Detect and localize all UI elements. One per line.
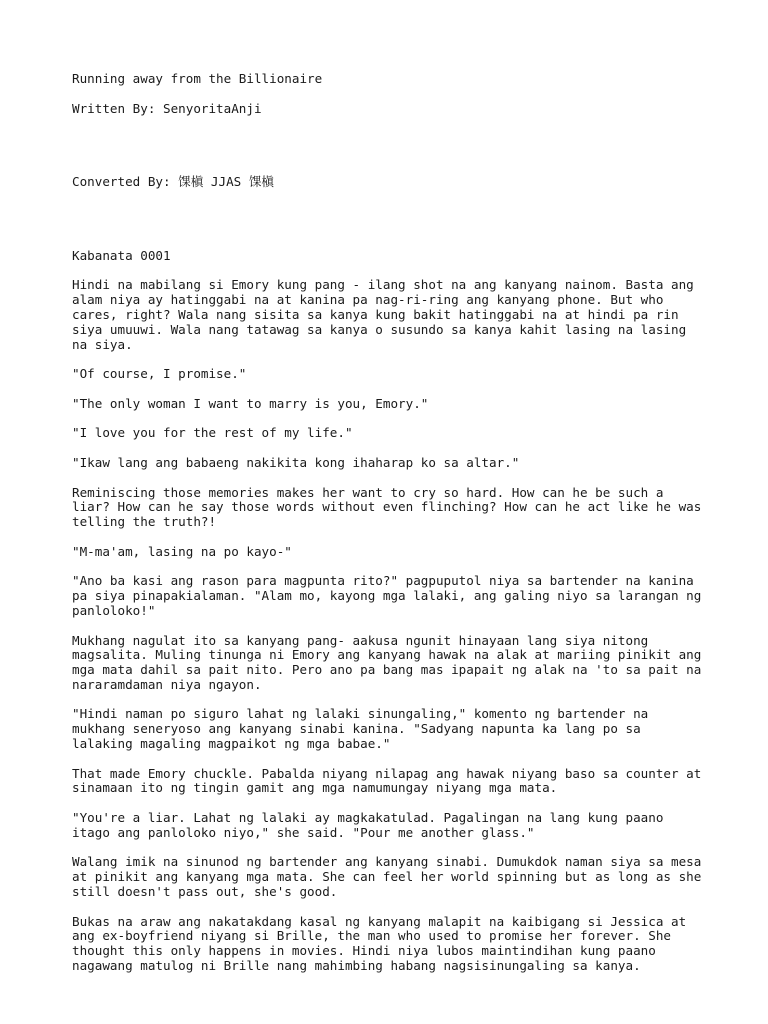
spacer xyxy=(72,205,702,249)
document-converter: Converted By: 馃槇 JJAS 馃槇 xyxy=(72,174,275,190)
paragraph: "You're a liar. Lahat ng lalaki ay magkakatulad. Pagalingan na lang kung paano itago ang panloloko niyo," she said. "Pour me another glass." xyxy=(72,810,664,840)
chapter-heading: Kabanata 0001 xyxy=(72,247,171,263)
paragraph: "The only woman I want to marry is you, Emory." xyxy=(72,395,429,411)
paragraph: Hindi na mabilang si Emory kung pang - ilang shot na ang kanyang nainom. Basta ang alam niya ay hatinggabi na at kanina pa nag-ri-ring ang kanyang phone. But who cares, right? Wala nang sisita sa kanya kung bakit hatinggabi na at hindi pa rin siya umuuwi. Wala nang tatawag sa kanya o susundo sa kanya kahit lasing na lasing na siya. xyxy=(72,277,694,352)
paragraph: Walang imik na sinunod ng bartender ang kanyang sinabi. Dumukdok naman siya sa mesa at pinikit ang kanyang mga mata. She can feel her world spinning but as long as she still doesn't pass out, she's good. xyxy=(72,854,702,900)
spacer xyxy=(72,131,702,175)
paragraph: "Ano ba kasi ang rason para magpunta rito?" pagpuputol niya sa bartender na kanina pa siya pinapakialaman. "Alam mo, kayong mga lalaki, ang galing niyo sa larangan ng panloloko!" xyxy=(72,573,702,618)
document-title: Running away from the Billionaire xyxy=(72,71,323,86)
paragraph: "Ikaw lang ang babaeng nakikita kong ihaharap ko sa altar." xyxy=(72,454,520,470)
paragraph: That made Emory chuckle. Pabalda niyang nilapag ang hawak niyang baso sa counter at sinamaan ito ng tingin gamit ang mga namumungay niyang mga mata. xyxy=(72,765,702,796)
paragraph: "Of course, I promise." xyxy=(72,366,247,382)
paragraph: Reminiscing those memories makes her want to cry so hard. How can he be such a liar? How can he say those words without even flinching? How can he act like he was telling the truth?! xyxy=(72,484,702,530)
document-page xyxy=(72,72,702,989)
paragraph: "Hindi naman po siguro lahat ng lalaki sinungaling," komento ng bartender na mukhang seneryoso ang kanyang sinabi kanina. "Sadyang napunta ka lang po sa lalaking magaling magpaikot ng mga babae." xyxy=(72,706,649,752)
paragraph: "M-ma'am, lasing na po kayo-" xyxy=(72,543,292,559)
paragraph: "I love you for the rest of my life." xyxy=(72,425,353,441)
paragraph: Mukhang nagulat ito sa kanyang pang- aakusa ngunit hinayaan lang siya nitong magsalita. Muling tinunga ni Emory ang kanyang hawak na alak at mariing pinikit ang mga mata dahil sa pait nito. Pero ano pa bang mas ipapait ng alak na 'to sa pait na nararamdaman niya ngayon. xyxy=(72,632,702,692)
document-author: Written By: SenyoritaAnji xyxy=(72,100,262,116)
paragraph: Bukas na araw ang nakatakdang kasal ng kanyang malapit na kaibigang si Jessica at ang ex-boyfriend niyang si Brille, the man who used to promise her forever. She thought this only happens in movies. Hindi niya lubos maintindihan kung paano nagawang matulog ni Brille nang mahimbing habang nagsisinungaling sa kanya. xyxy=(72,913,687,974)
